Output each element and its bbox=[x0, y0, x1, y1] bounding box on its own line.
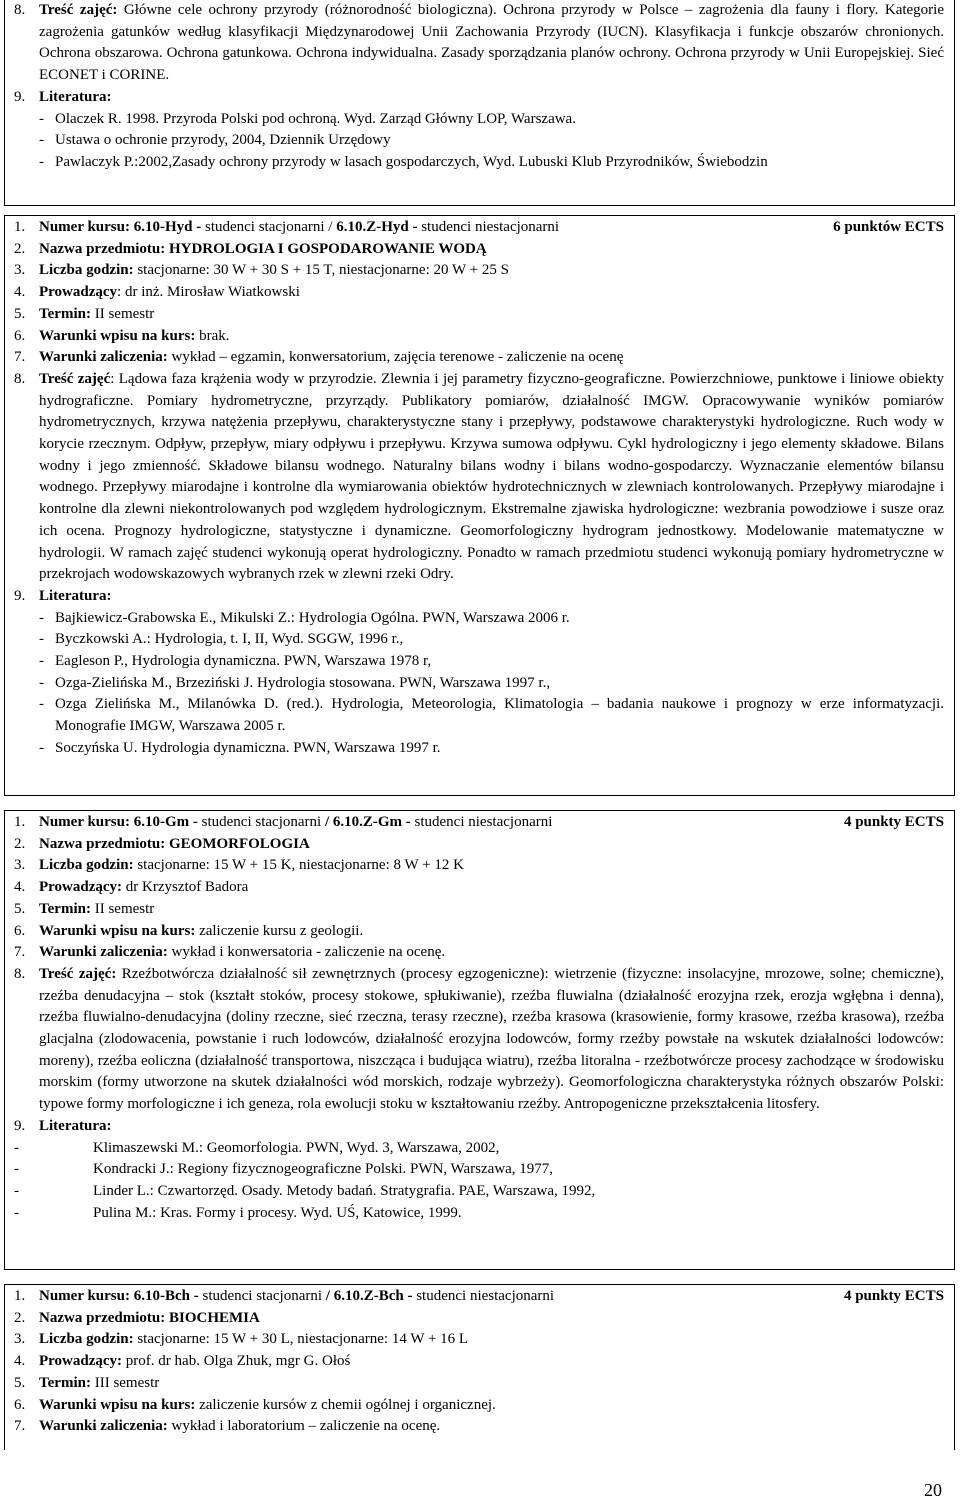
course-content: 8. Treść zajęć: Rzeźbotwórcza działalność sił zewnętrznych (procesy egzogeniczne): wietrzenie (fizyczne: insolacyjne, mrozowe, solne; chemiczne), rzeźba denudacyjna – stok (kształt stoków, procesy stokowe, spłukiwanie), rzeźba fluwialna (działalność erozyjna rzek, erozja wgłębna i denna), rzeźba fluwialno-denudacyjna (doliny rzeczne, sieć rzeczna, terasy rzeczne), rzeźba krasowa (krasowienie, formy krasowe, rzeźba krasowa), rzeźba glacjalna (zlodowacenia, powstanie i ruch lodowców, działalność erozyjna lodowców, formy rzeźby powstałe na wskutek działalności lodowców: moreny), rzeźba eoliczna (działalność transportowa, niszcząca i budująca wiatru), rzeźba litoralna - rzeźbotwórcze procesy zachodzące w środowisku morskim (formy utworzone na skutek działalności wód morskich, rodzaje wybrzeży). Geomorfologiczna charakterystyka różnych obszarów Polski: typowe formy morfologiczne i ich geneza, rola ewolucji stoku w kształtowaniu rzeźby. Antropogeniczne przekształcenia litosfery. bbox=[14, 965, 944, 1113]
course-term: 5. Termin: II semestr bbox=[14, 900, 155, 917]
course-lecturer: 4. Prowadzący: prof. dr hab. Olga Zhuk, mgr G. Ołoś bbox=[14, 1353, 351, 1370]
literature-item: - Eagleson P., Hydrologia dynamiczna. PWN, Warszawa 1978 r, bbox=[39, 653, 432, 670]
item-content: 8. Treść zajęć: Główne cele ochrony przyrody (różnorodność biologiczna). Ochrona przyrody w Polsce – zagrożenia dla fauny i flory. Kategorie zagrożenia gatunków według klasyfikacji Międzynarodowej Unii Zachowania Przyrody (IUCN). Klasyfikacja i funkcje obszarów chronionych. Ochrona obszarowa. Ochrona gatunkowa. Ochrona indywidualna. Zasady sporządzania planów ochrony. Ochrona przyrody w Unii Europejskiej. Sieć ECONET i CORINE. bbox=[14, 2, 944, 84]
item-label: Treść zajęć: bbox=[39, 2, 118, 18]
course-number: 1. 4 punkty ECTS Numer kursu: 6.10-Bch - studenci stacjonarni / 6.10.Z-Bch - studenci niestacjonarni bbox=[5, 1286, 954, 1308]
course-assessment: 7. Warunki zaliczenia: wykład i konwersatoria - zaliczenie na ocenę. bbox=[14, 944, 446, 961]
course-hydrologia bbox=[4, 215, 955, 796]
literature-item: - Bajkiewicz-Grabowska E., Mikulski Z.: Hydrologia Ogólna. PWN, Warszawa 2006 r. bbox=[39, 609, 570, 626]
course-term: 5. Termin: II semestr bbox=[14, 305, 155, 322]
course-lecturer: 4. Prowadzący: dr inż. Mirosław Wiatkowski bbox=[14, 284, 300, 301]
course-prerequisites: 6. Warunki wpisu na kurs: zaliczenie kursów z chemii ogólnej i organicznej. bbox=[14, 1396, 496, 1413]
course-assessment: 7. Warunki zaliczenia: wykład i laboratorium – zaliczenie na ocenę. bbox=[14, 1418, 441, 1435]
literature-item: - Pulina M.: Kras. Formy i procesy. Wyd. UŚ, Katowice, 1999. bbox=[14, 1204, 462, 1221]
course-lecturer: 4. Prowadzący: dr Krzysztof Badora bbox=[14, 879, 249, 896]
course-hours: 3. Liczba godzin: stacjonarne: 15 W + 30 L, niestacjonarne: 14 W + 16 L bbox=[14, 1331, 469, 1348]
literature-item: - Byczkowski A.: Hydrologia, t. I, II, Wyd. SGGW, 1996 r., bbox=[39, 631, 404, 648]
content-text: Główne cele ochrony przyrody (różnorodność biologiczna). Ochrona przyrody w Polsce – zagrożenia dla fauny i flory. Kategorie zagrożenia gatunków według klasyfikacji Międzynarodowej Unii Zachowania Przyrody (IUCN). Klasyfikacja i funkcje obszarów chronionych. Ochrona obszarowa. Ochrona gatunkowa. Ochrona indywidualna. Zasady sporządzania planów ochrony. Ochrona przyrody w Unii Europejskiej. Sieć ECONET i CORINE. bbox=[39, 2, 944, 84]
literature-item: - Kondracki J.: Regiony fizycznogeograficzne Polski. PWN, Warszawa, 1977, bbox=[14, 1161, 554, 1178]
course-assessment: 7. Warunki zaliczenia: wykład – egzamin, konwersatorium, zajęcia terenowe - zaliczenie na ocenę bbox=[14, 349, 624, 366]
literature-item: - Linder L.: Czwartorzęd. Osady. Metody badań. Stratygrafia. PAE, Warszawa, 1992, bbox=[14, 1182, 596, 1199]
item-literature: 9. Literatura: bbox=[14, 88, 112, 105]
ects-points: 4 punkty ECTS bbox=[843, 1288, 944, 1304]
course-number: 1. 4 punkty ECTS Numer kursu: 6.10-Gm - studenci stacjonarni / 6.10.Z-Gm - studenci niestacjonarni bbox=[5, 812, 954, 834]
literature-item: - Pawlaczyk P.:2002,Zasady ochrony przyrody w lasach gospodarczych, Wyd. Lubuski Klub Przyrodników, Świebodzin bbox=[39, 153, 768, 170]
literature-item: - Olaczek R. 1998. Przyroda Polski pod ochroną. Wyd. Zarząd Główny LOP, Warszawa. bbox=[39, 110, 576, 127]
course-literature: 9. Literatura: bbox=[14, 587, 112, 604]
literature-item: - Soczyńska U. Hydrologia dynamiczna. PWN, Warszawa 1997 r. bbox=[39, 739, 441, 756]
literature-item: - Ozga Zielińska M., Milanówka D. (red.). Hydrologia, Meteorologia, Klimatologia – badania naukowe i prognozy w erze informatyzacji. Monografie IMGW, Warszawa 2005 r. bbox=[39, 696, 944, 735]
course-content: 8. Treść zajęć: Lądowa faza krążenia wody w przyrodzie. Zlewnia i jej parametry fizyczno-geograficzne. Powierzchniowe, punktowe i liniowe obiekty hydrograficzne. Pomiary hydrometryczne, przyrządy. Publikatory pomiarów, działalność IMGW. Opracowywanie wyników pomiarów hydrometrycznych, krzywa natężenia przepływu, charakterystyczne stany i przepływy, podstawowe charakterystyki hydrologiczne. Ruch wody w korycie rzecznym. Odpływ, przepływ, miary odpływu i przepływu. Krzywa sumowa odpływu. Cykl hydrologiczny i jego elementy składowe. Bilans wodny i jego zmienność. Składowe bilansu wodnego. Naturalny bilans wodny i bilans wodno-gospodarczy. Wyznaczanie elementów bilansu wodnego. Przepływy miarodajne i kontrolne dla wymiarowania obiektów hydrotechnicznych w zlewniach kontrolowanych. Przepływy miarodajne i kontrolne dla zlewni niekontrolowanych pod względem hydrologicznym. Ekstremalne zjawiska hydrologiczne: wezbrania powodziowe i susze oraz ich ocena. Prognozy hydrologiczne, statystyczne i dynamiczne. Geomorfologiczny hydrogram jednostkowy. Modelowanie matematyczne w hydrologii. W ramach zajęć studenci wykonują operat hydrologiczny. Ponadto w ramach przedmiotu studenci wykonują pomiary hydrometryczne w przekrojach wodowskazowych wybranych rzek w zlewni rzeki Odry. bbox=[14, 370, 944, 583]
course-geomorfologia bbox=[4, 810, 955, 1270]
item-label: Literatura: bbox=[39, 88, 112, 105]
course-name: 2. Nazwa przedmiotu: HYDROLOGIA I GOSPODAROWANIE WODĄ bbox=[14, 240, 487, 257]
course-hours: 3. Liczba godzin: stacjonarne: 15 W + 15 K, niestacjonarne: 8 W + 12 K bbox=[14, 857, 464, 874]
literature-item: - Ustawa o ochronie przyrody, 2004, Dziennik Urzędowy bbox=[39, 132, 391, 149]
course-section-continued bbox=[4, 0, 955, 206]
course-literature: 9. Literatura: bbox=[14, 1117, 112, 1134]
course-term: 5. Termin: III semestr bbox=[14, 1374, 160, 1391]
course-prerequisites: 6. Warunki wpisu na kurs: zaliczenie kursu z geologii. bbox=[14, 922, 364, 939]
course-hours: 3. Liczba godzin: stacjonarne: 30 W + 30 S + 15 T, niestacjonarne: 20 W + 25 S bbox=[14, 262, 509, 279]
course-biochemia bbox=[4, 1284, 955, 1450]
course-name: 2. Nazwa przedmiotu: GEOMORFOLOGIA bbox=[14, 835, 310, 852]
ects-points: 4 punkty ECTS bbox=[843, 814, 944, 830]
course-name: 2. Nazwa przedmiotu: BIOCHEMIA bbox=[14, 1309, 260, 1326]
course-number: 1. 6 punktów ECTS Numer kursu: 6.10-Hyd - studenci stacjonarni / 6.10.Z-Hyd - studenci niestacjonarni bbox=[5, 217, 954, 239]
literature-item: - Ozga-Zielińska M., Brzeziński J. Hydrologia stosowana. PWN, Warszawa 1997 r., bbox=[39, 674, 551, 691]
page-number: 20 bbox=[924, 1480, 942, 1500]
literature-item: - Klimaszewski M.: Geomorfologia. PWN, Wyd. 3, Warszawa, 2002, bbox=[14, 1139, 500, 1156]
ects-points: 6 punktów ECTS bbox=[833, 219, 944, 235]
course-prerequisites: 6. Warunki wpisu na kurs: brak. bbox=[14, 327, 230, 344]
